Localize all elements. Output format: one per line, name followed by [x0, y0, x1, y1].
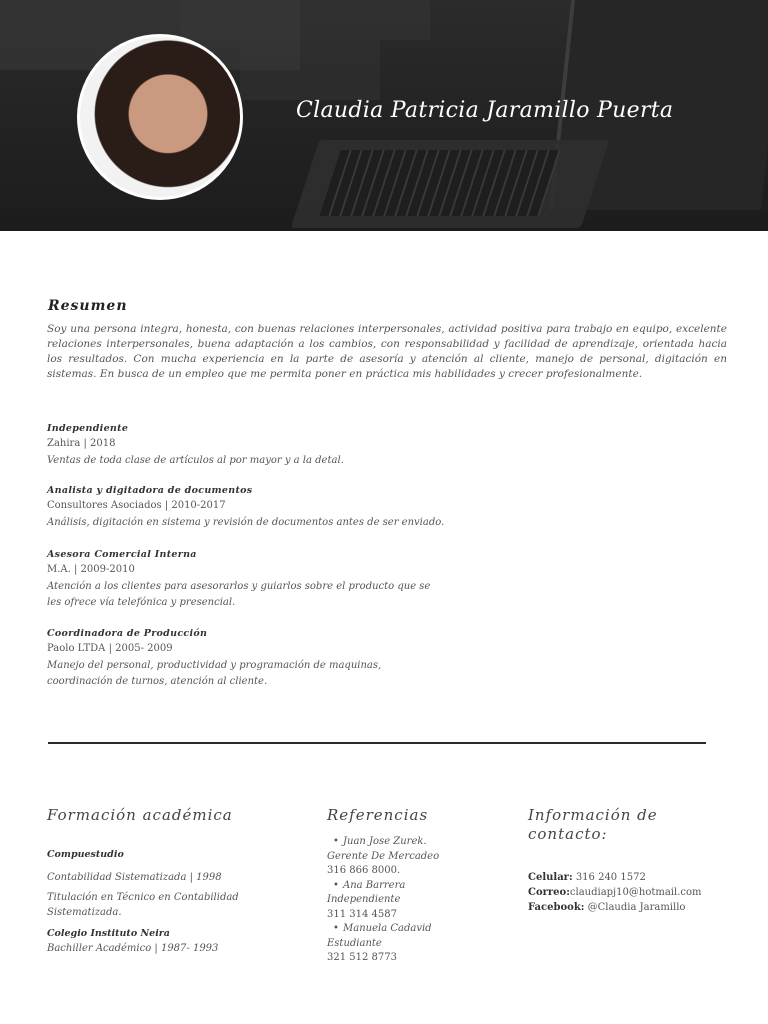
contact-facebook-label: Facebook:: [528, 902, 585, 913]
contact-phone: 316 240 1572: [572, 872, 646, 883]
profile-photo: [77, 34, 243, 200]
contact-facebook-row: [528, 900, 748, 915]
education-detail: Contabilidad Sistematizada | 1998: [47, 872, 222, 883]
reference-role: Estudiante: [327, 937, 382, 949]
reference-phone: 321 512 8773: [327, 952, 397, 963]
contact-phone-label: Celular:: [528, 872, 573, 883]
contact-title: Información de contacto:: [528, 806, 658, 843]
reference-name: • Juan Jose Zurek.: [327, 835, 507, 850]
job-title: Asesora Comercial Interna: [47, 549, 197, 560]
job-entry: [47, 547, 447, 611]
job-company: Paolo LTDA | 2005- 2009: [47, 643, 173, 654]
header-banner: [0, 0, 768, 231]
contact-email-label: Correo:: [528, 887, 570, 898]
references-list: [327, 835, 507, 966]
job-title: Independiente: [47, 423, 129, 434]
reference-phone: 316 866 8000.: [327, 865, 401, 876]
education-institution: Compuestudio: [47, 849, 124, 860]
job-entry: [47, 421, 447, 469]
reference-role: Gerente De Mercadeo: [327, 850, 440, 862]
job-title: Analista y digitadora de documentos: [47, 485, 253, 496]
job-description: Ventas de toda clase de artículos al por mayor y a la detal.: [47, 455, 344, 466]
job-company: M.A. | 2009-2010: [47, 564, 135, 575]
job-description: Atención a los clientes para asesorarlos y guiarlos sobre el producto que se les ofrece vía telefónica y presencial.: [47, 581, 431, 608]
education-column: [47, 847, 287, 956]
reference-item: [327, 835, 507, 879]
summary-title: Resumen: [48, 298, 128, 314]
job-company: Zahira | 2018: [47, 438, 116, 449]
laptop-keyboard-graphic: [319, 150, 560, 216]
reference-role: Independiente: [327, 894, 401, 905]
contact-column: [528, 870, 748, 915]
references-title: Referencias: [327, 806, 429, 824]
summary-text: Soy una persona integra, honesta, con buenas relaciones interpersonales, actividad positiva para trabajo en equipo, excelente relaciones interpersonales, buena adaptación a los cambios, con responsabilidad y facilidad de aprendizaje, orientada hacia los resultados. Con mucha experiencia en la parte de asesoría y atención al cliente, manejo de personal, digitación en sistemas. En busca de un empleo que me permita poner en práctica mis habilidades y crecer profesionalmente.: [47, 323, 727, 380]
job-entry: [47, 483, 447, 531]
contact-phone-row: [528, 870, 748, 885]
education-title: Formación académica: [47, 806, 233, 824]
education-detail: Titulación en Técnico en Contabilidad Sistematizada.: [47, 892, 239, 918]
contact-facebook[interactable]: @Claudia Jaramillo: [584, 902, 686, 913]
background-shelf: [180, 0, 430, 40]
reference-phone: 311 314 4587: [327, 908, 397, 920]
contact-email[interactable]: claudiapj10@hotmail.com: [569, 887, 702, 898]
job-company: Consultores Asociados | 2010-2017: [47, 500, 226, 511]
job-description: Análisis, digitación en sistema y revisión de documentos antes de ser enviado.: [47, 517, 445, 528]
education-institution: Colegio Instituto Neira: [47, 928, 170, 939]
job-entry: [47, 626, 447, 690]
reference-item: [327, 922, 507, 966]
job-title: Coordinadora de Producción: [47, 628, 208, 639]
contact-email-row: [528, 885, 748, 900]
references-column: [327, 835, 507, 966]
job-description: Manejo del personal, productividad y programación de maquinas, coordinación de turnos, atención al cliente.: [47, 660, 382, 687]
reference-name: • Ana Barrera: [327, 879, 507, 894]
reference-item: [327, 879, 507, 923]
reference-name: • Manuela Cadavid: [327, 922, 507, 937]
background-shelf: [240, 40, 380, 100]
section-divider: [48, 742, 706, 744]
education-detail: Bachiller Académico | 1987- 1993: [47, 943, 219, 954]
candidate-name: Claudia Patricia Jaramillo Puerta: [296, 98, 674, 123]
